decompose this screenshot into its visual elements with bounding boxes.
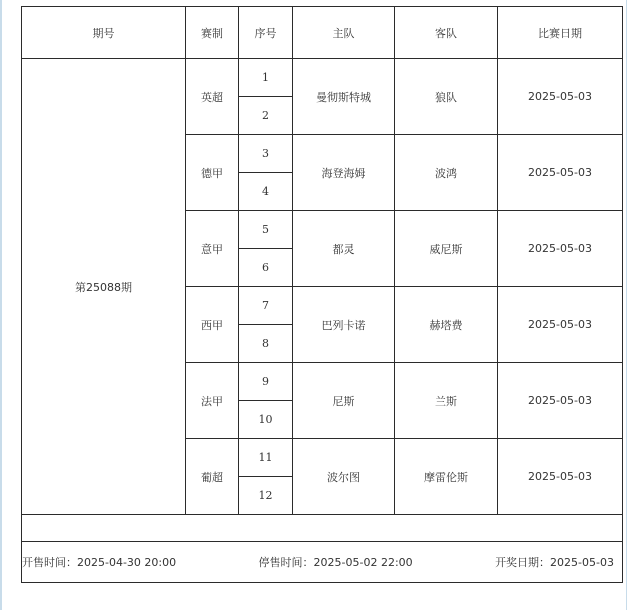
away-team-cell: 威尼斯 [395, 211, 498, 287]
sale-stop-time: 停售时间：2025-05-02 22:00 [258, 556, 413, 569]
schedule-table [21, 6, 623, 583]
away-team-cell: 兰斯 [395, 363, 498, 439]
period-cell: 第25088期 [22, 59, 186, 515]
home-team-cell: 都灵 [293, 211, 395, 287]
header-league: 赛制 [186, 7, 239, 59]
seq-cell: 8 [239, 325, 293, 363]
league-cell: 英超 [186, 59, 239, 135]
seq-cell: 7 [239, 287, 293, 325]
header-away: 客队 [395, 7, 498, 59]
seq-cell: 11 [239, 439, 293, 477]
home-team-cell: 巴列卡诺 [293, 287, 395, 363]
match-date-cell: 2025-05-03 [498, 287, 623, 363]
seq-cell: 6 [239, 249, 293, 287]
table-row [22, 59, 623, 97]
footer-row [22, 542, 623, 583]
away-team-cell: 波鸿 [395, 135, 498, 211]
seq-cell: 2 [239, 97, 293, 135]
seq-cell: 5 [239, 211, 293, 249]
header-row [22, 7, 623, 59]
spacer-row [22, 515, 623, 542]
away-team-cell: 摩雷伦斯 [395, 439, 498, 515]
header-period: 期号 [22, 7, 186, 59]
spacer-cell [22, 515, 623, 542]
left-border [0, 0, 2, 610]
home-team-cell: 海登海姆 [293, 135, 395, 211]
away-team-cell: 赫塔费 [395, 287, 498, 363]
home-team-cell: 曼彻斯特城 [293, 59, 395, 135]
home-team-cell: 波尔图 [293, 439, 395, 515]
league-cell: 法甲 [186, 363, 239, 439]
league-cell: 德甲 [186, 135, 239, 211]
header-seq: 序号 [239, 7, 293, 59]
match-date-cell: 2025-05-03 [498, 439, 623, 515]
seq-cell: 3 [239, 135, 293, 173]
match-date-cell: 2025-05-03 [498, 135, 623, 211]
league-cell: 西甲 [186, 287, 239, 363]
footer-cell [22, 542, 623, 583]
header-date: 比赛日期 [498, 7, 623, 59]
draw-date: 开奖日期：2025-05-03 [495, 556, 614, 569]
league-cell: 葡超 [186, 439, 239, 515]
match-date-cell: 2025-05-03 [498, 363, 623, 439]
seq-cell: 1 [239, 59, 293, 97]
seq-cell: 10 [239, 401, 293, 439]
right-border [626, 0, 627, 610]
footer-info [22, 554, 622, 570]
league-cell: 意甲 [186, 211, 239, 287]
match-date-cell: 2025-05-03 [498, 59, 623, 135]
seq-cell: 9 [239, 363, 293, 401]
seq-cell: 4 [239, 173, 293, 211]
away-team-cell: 狼队 [395, 59, 498, 135]
home-team-cell: 尼斯 [293, 363, 395, 439]
header-home: 主队 [293, 7, 395, 59]
seq-cell: 12 [239, 477, 293, 515]
sale-start-time: 开售时间：2025-04-30 20:00 [22, 556, 177, 569]
match-date-cell: 2025-05-03 [498, 211, 623, 287]
